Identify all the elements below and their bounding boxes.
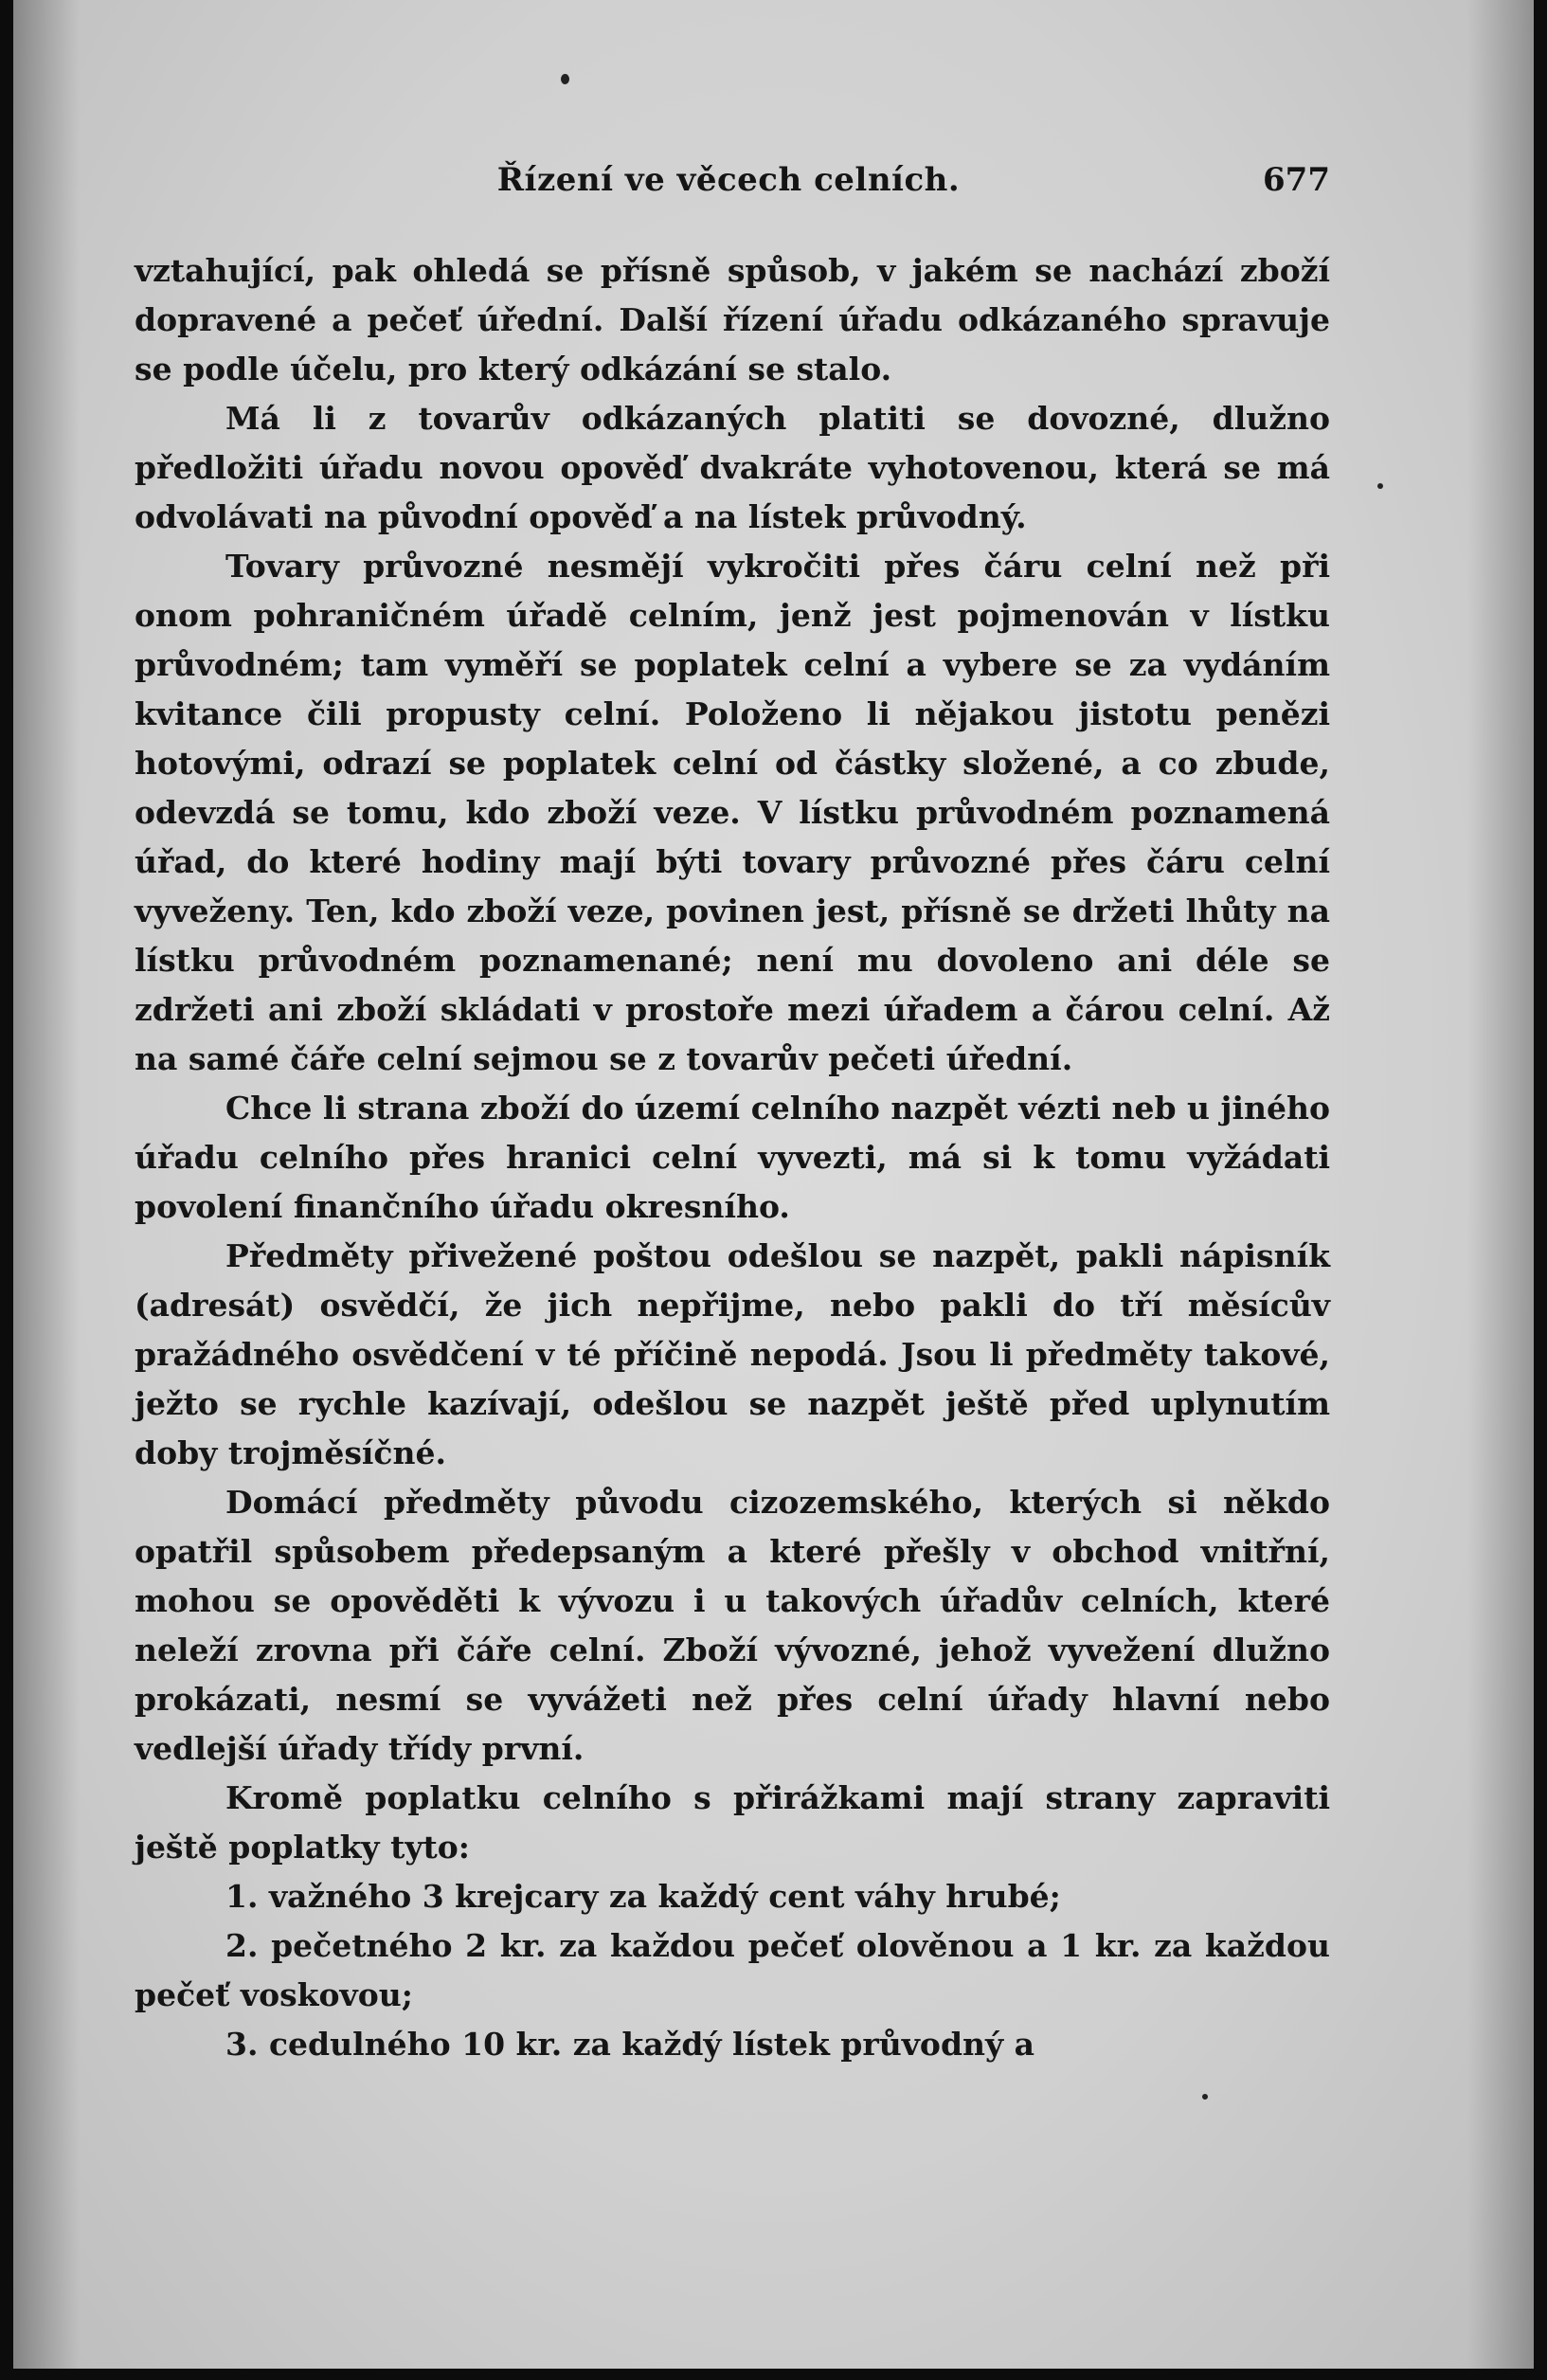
ink-speck — [561, 74, 569, 84]
ink-speck — [1377, 483, 1383, 489]
paragraph: vztahující, pak ohledá se přísně spůsob, v jakém se nachází zboží dopravené a pečeť úřední. Další řízení úřadu odkázaného spravuje se podle účelu, pro který odkázání se stalo. — [135, 252, 1330, 388]
ink-speck — [1202, 2094, 1208, 2100]
list-item: 3. cedulného 10 kr. za každý lístek průvodný a — [225, 2026, 1035, 2063]
list-item: 2. pečetného 2 kr. za každou pečeť olověnou a 1 kr. za každou pečeť voskovou; — [135, 1927, 1330, 2013]
page-number: 677 — [1263, 161, 1330, 199]
body-text — [135, 246, 1330, 2069]
left-edge-shadow — [13, 0, 80, 2369]
right-edge-shadow — [1467, 0, 1534, 2369]
scanned-page — [13, 0, 1534, 2369]
paragraph: Kromě poplatku celního s přirážkami mají strany zapraviti ještě poplatky tyto: — [135, 1779, 1330, 1866]
paragraph: Domácí předměty původu cizozemského, kterých si někdo opatřil spůsobem předepsaným a které přešly v obchod vnitřní, mohou se opověděti k vývozu i u takových úřadův celních, které neleží zrovna při čáře celní. Zboží vývozné, jehož vyvežení dlužno prokázati, nesmí se vyvážeti než přes celní úřady hlavní nebo vedlejší úřady třídy první. — [135, 1484, 1330, 1767]
paragraph: Tovary průvozné nesmějí vykročiti přes čáru celní než při onom pohraničném úřadě celním, jenž jest pojmenován v lístku průvodném; tam vyměří se poplatek celní a vybere se za vydáním kvitance čili propusty celní. Položeno li nějakou jistotu penězi hotovými, odrazí se poplatek celní od částky složené, a co zbude, odevzdá se tomu, kdo zboží veze. V lístku průvodném poznamená úřad, do které hodiny mají býti tovary průvozné přes čáru celní vyveženy. Ten, kdo zboží veze, povinen jest, přísně se držeti lhůty na lístku průvodném poznamenané; není mu dovoleno ani déle se zdržeti ani zboží skládati v prostoře mezi úřadem a čárou celní. Až na samé čáře celní sejmou se z tovarův pečeti úřední. — [135, 548, 1330, 1077]
running-title: Řízení ve věcech celních. — [496, 161, 961, 199]
paragraph: Má li z tovarův odkázaných platiti se dovozné, dlužno předložiti úřadu novou opověď dvakráte vyhotovenou, která se má odvolávati na původní opověď a na lístek průvodný. — [135, 400, 1330, 535]
list-item: 1. važného 3 krejcary za každý cent váhy hrubé; — [225, 1878, 1061, 1915]
paragraph: Předměty přivežené poštou odešlou se nazpět, pakli nápisník (adresát) osvědčí, že jich nepřijme, nebo pakli do tří měsícův pražádného osvědčení v té příčině nepodá. Jsou li předměty takové, ježto se rychle kazívají, odešlou se nazpět ještě před uplynutím doby trojměsíčné. — [135, 1237, 1330, 1471]
paragraph: Chce li strana zboží do území celního nazpět vézti neb u jiného úřadu celního přes hranici celní vyvezti, má si k tomu vyžádati povolení finančního úřadu okresního. — [135, 1090, 1330, 1225]
running-head — [127, 161, 1330, 208]
